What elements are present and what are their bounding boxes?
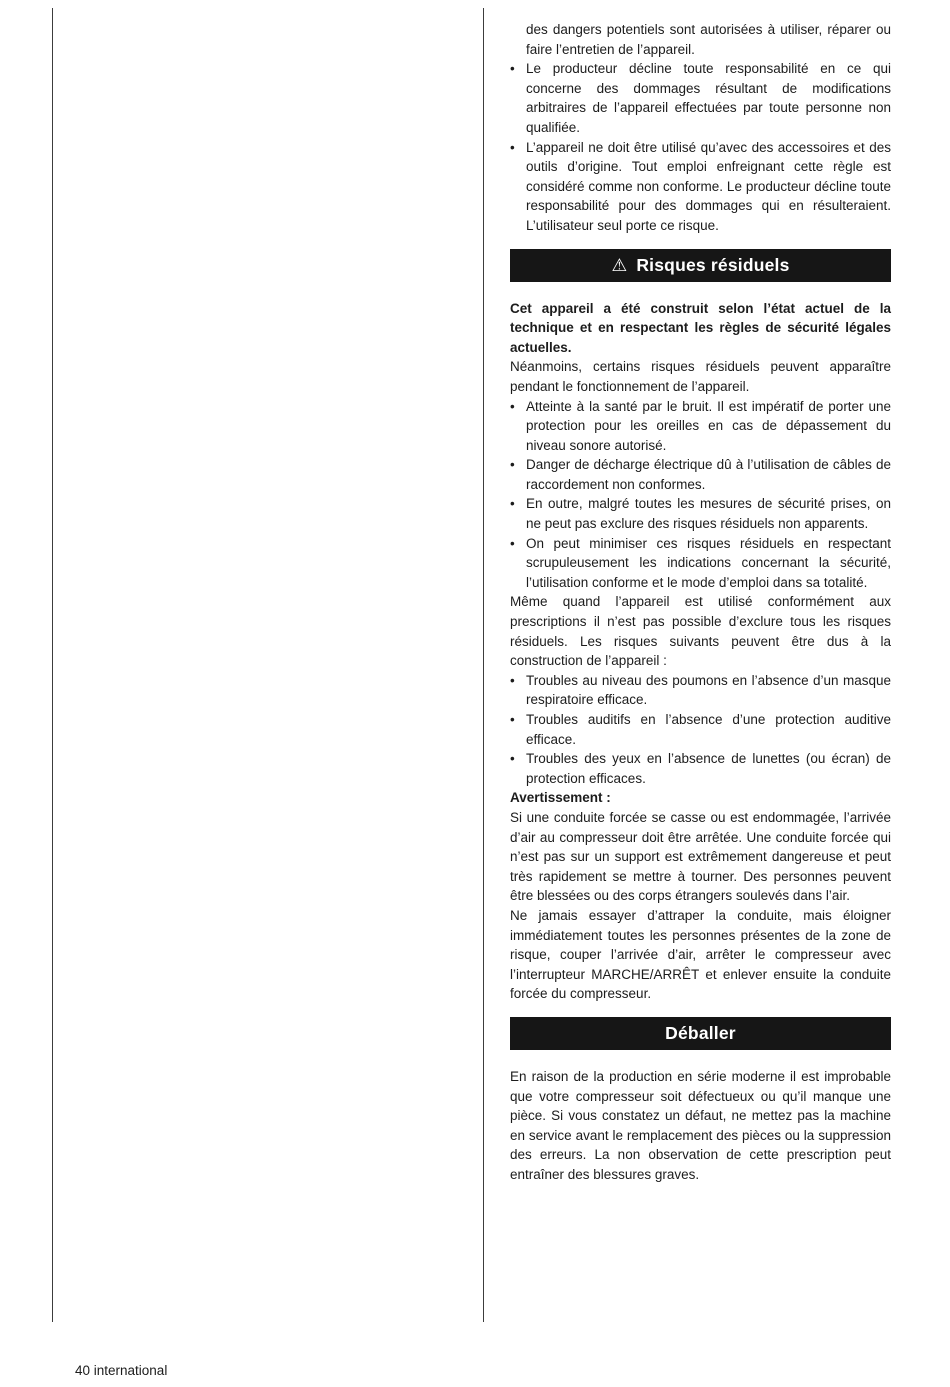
list-item-text: Troubles des yeux en l’absence de lunettes (ou écran) de protection efficaces. xyxy=(526,751,891,786)
list-item xyxy=(510,534,891,593)
list-item xyxy=(510,138,891,236)
list-item xyxy=(510,494,891,533)
warning-paragraph: Ne jamais essayer d’attraper la conduite, mais éloigner immédiatement toutes les personnes présentes de la zone de risque, couper l’arrivée d’air, arrêter le compresseur avec l’interrupteur MARCHE/ARRÊT et enlever ensuite la conduite forcée du compresseur. xyxy=(510,907,891,1002)
safety-bullet-list xyxy=(510,59,891,235)
list-item-text: Troubles auditifs en l’absence d’une protection auditive efficace. xyxy=(526,712,891,747)
bullet-marker: • xyxy=(510,398,515,414)
list-item-text: Atteinte à la santé par le bruit. Il est impératif de porter une protection pour les oreilles en cas de dépassement du niveau sonore autorisé. xyxy=(526,398,891,453)
column-divider-middle xyxy=(483,8,484,1322)
list-item xyxy=(510,749,891,788)
section-header-risques-residuels xyxy=(510,249,891,282)
bold-intro-paragraph: Cet appareil a été construit selon l’état actuel de la technique et en respectant les règles de sécurité légales actuelles. xyxy=(510,300,891,355)
warning-paragraph: Si une conduite forcée se casse ou est endommagée, l’arrivée d’air au compresseur doit être arrêtée. Une conduite forcée qui n’est pas sur un support est extrêmement dangereuse et peut très rapidement se mettre à tourner. Des personnes peuvent être blessées ou des corps étrangers soulevés dans l’air. xyxy=(510,809,891,904)
bullet-marker: • xyxy=(510,672,515,688)
bullet-marker: • xyxy=(510,139,515,155)
troubles-bullet-list xyxy=(510,671,891,789)
section-title: Risques résiduels xyxy=(636,254,790,275)
bullet-marker: • xyxy=(510,61,515,77)
warning-label: Avertissement : xyxy=(510,790,611,806)
section-header-deballer xyxy=(510,1017,891,1050)
column-divider-left xyxy=(52,8,53,1322)
page-number-text: 40 international xyxy=(75,1363,168,1378)
list-item xyxy=(510,59,891,137)
residual-risk-bullet-list xyxy=(510,397,891,593)
bullet-marker: • xyxy=(510,535,515,551)
bullet-marker: • xyxy=(510,457,515,473)
list-item-text: Le producteur décline toute responsabilité en ce qui concerne des dommages résultant de modifications arbitraires de l’appareil effectuées par toute personne non qualifiée. xyxy=(526,61,891,135)
list-item xyxy=(510,397,891,456)
bullet-marker: • xyxy=(510,751,515,767)
list-item-text: On peut minimiser ces risques résiduels en respectant scrupuleusement les indications concernant la sécurité, l’utilisation conforme et le mode d’emploi dans sa totalité. xyxy=(526,535,891,590)
warning-triangle-icon: ⚠ xyxy=(611,254,628,275)
list-item xyxy=(510,710,891,749)
bullet-marker: • xyxy=(510,712,515,727)
bullet-marker: • xyxy=(510,496,515,512)
list-item-text: L’appareil ne doit être utilisé qu’avec des accessoires et des outils d’origine. Tout emploi enfreignant cette règle est considéré comme non conforme. Le producteur décline toute responsabilité pour des dommages qui en résulteraient. L’utilisateur seul porte ce risque. xyxy=(526,139,891,233)
page-footer xyxy=(75,1363,167,1378)
list-item-text: Troubles au niveau des poumons en l’absence d’un masque respiratoire efficace. xyxy=(526,672,891,708)
list-item-text: En outre, malgré toutes les mesures de sécurité prises, on ne peut pas exclure des risques résiduels non apparents. xyxy=(526,496,891,532)
paragraph: Néanmoins, certains risques résiduels peuvent apparaître pendant le fonctionnement de l’appareil. xyxy=(510,359,891,394)
list-item-text: Danger de décharge électrique dû à l’utilisation de câbles de raccordement non conformes. xyxy=(526,457,891,492)
list-item xyxy=(510,671,891,710)
paragraph: En raison de la production en série moderne il est improbable que votre compresseur soit défectueux ou qu’il manque une pièce. Si vous constatez un défaut, ne mettez pas la machine en service avant le remplacement des pièces ou la suppression des erreurs. La non observation de cette prescription peut entraîner des blessures graves. xyxy=(510,1068,891,1182)
list-item xyxy=(510,455,891,494)
paragraph: Même quand l’appareil est utilisé conformément aux prescriptions il n’est pas possible d’exclure tous les risques résiduels. Les risques suivants peuvent être dus à la construction de l’appareil : xyxy=(510,594,891,669)
bullet-continuation-paragraph: des dangers potentiels sont autorisées à utiliser, réparer ou faire l’entretien de l’appareil. xyxy=(526,22,891,57)
section-title: Déballer xyxy=(665,1022,736,1043)
text-column xyxy=(510,20,891,1184)
